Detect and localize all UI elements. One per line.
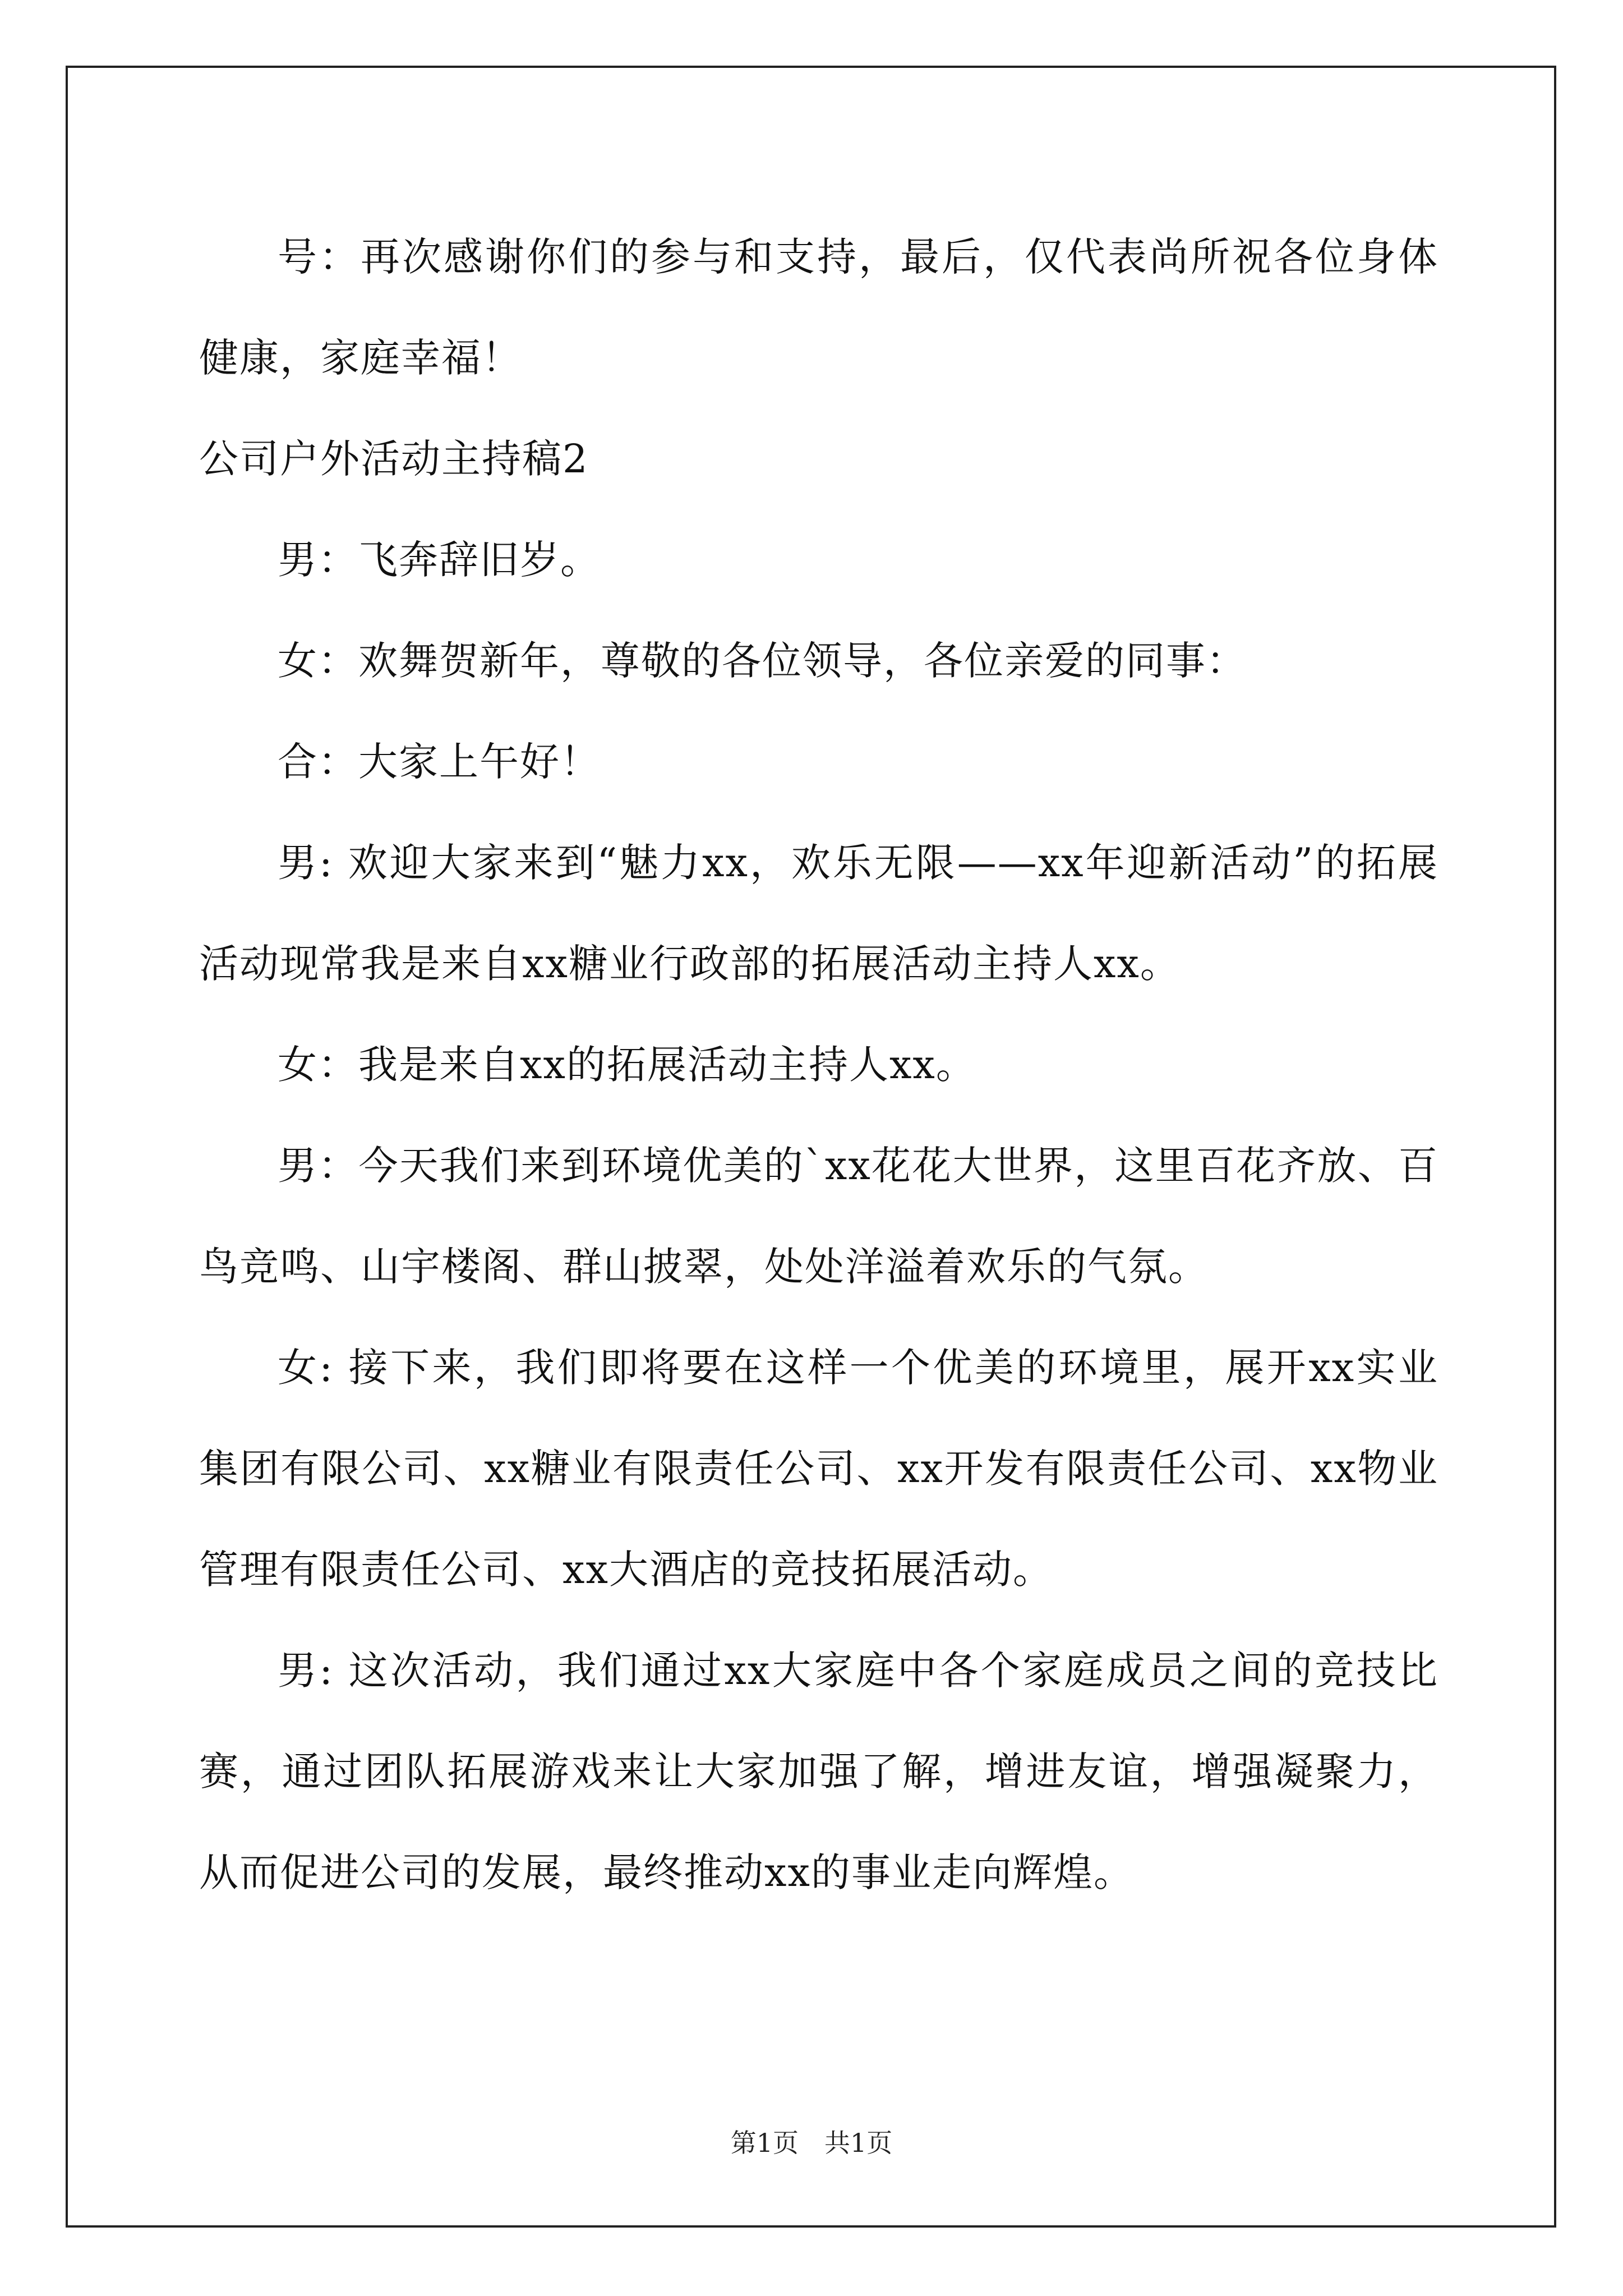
paragraph-female-1: 女：欢舞贺新年，尊敬的各位领导，各位亲爱的同事： bbox=[278, 638, 1247, 684]
document-body bbox=[199, 206, 1438, 1923]
page-number-total: 共1页 bbox=[824, 2128, 893, 2158]
page-footer bbox=[0, 2126, 1623, 2160]
paragraph-male-4: 男: 这次活动，我们通过xx大家庭中各个家庭成员之间的竞技比赛，通过团队拓展游戏来让大家加强了解，增进友谊，增强凝聚力，从而促进公司的发展，最终推动xx的事业走向辉煌。 bbox=[199, 1648, 1438, 1895]
paragraph-male-1: 男：飞奔辞旧岁。 bbox=[278, 537, 601, 583]
paragraph-male-2: 男: 欢迎大家来到“魅力xx，欢乐无限——xx年迎新活动”的拓展活动现常我是来自xx糖业行政部的拓展活动主持人xx。 bbox=[199, 840, 1438, 987]
section-heading: 公司户外活动主持稿2 bbox=[199, 436, 589, 482]
page-number-current: 第1页 bbox=[730, 2128, 799, 2158]
paragraph-female-2: 女：我是来自xx的拓展活动主持人xx。 bbox=[278, 1042, 976, 1088]
paragraph-closing: 号：再次感谢你们的参与和支持，最后，仅代表尚所祝各位身体健康，家庭幸福！ bbox=[199, 234, 1438, 381]
paragraph-together: 合：大家上午好！ bbox=[278, 739, 601, 785]
paragraph-female-3: 女: 接下来，我们即将要在这样一个优美的环境里，展开xx实业集团有限公司、xx糖业有限责任公司、xx开发有限责任公司、xx物业管理有限责任公司、xx大酒店的竞技拓展活动。 bbox=[199, 1345, 1438, 1593]
paragraph-male-3: 男：今天我们来到环境优美的`xx花花大世界，这里百花齐放、百鸟竞鸣、山宇楼阁、群山披翠，处处洋溢着欢乐的气氛。 bbox=[199, 1143, 1438, 1290]
